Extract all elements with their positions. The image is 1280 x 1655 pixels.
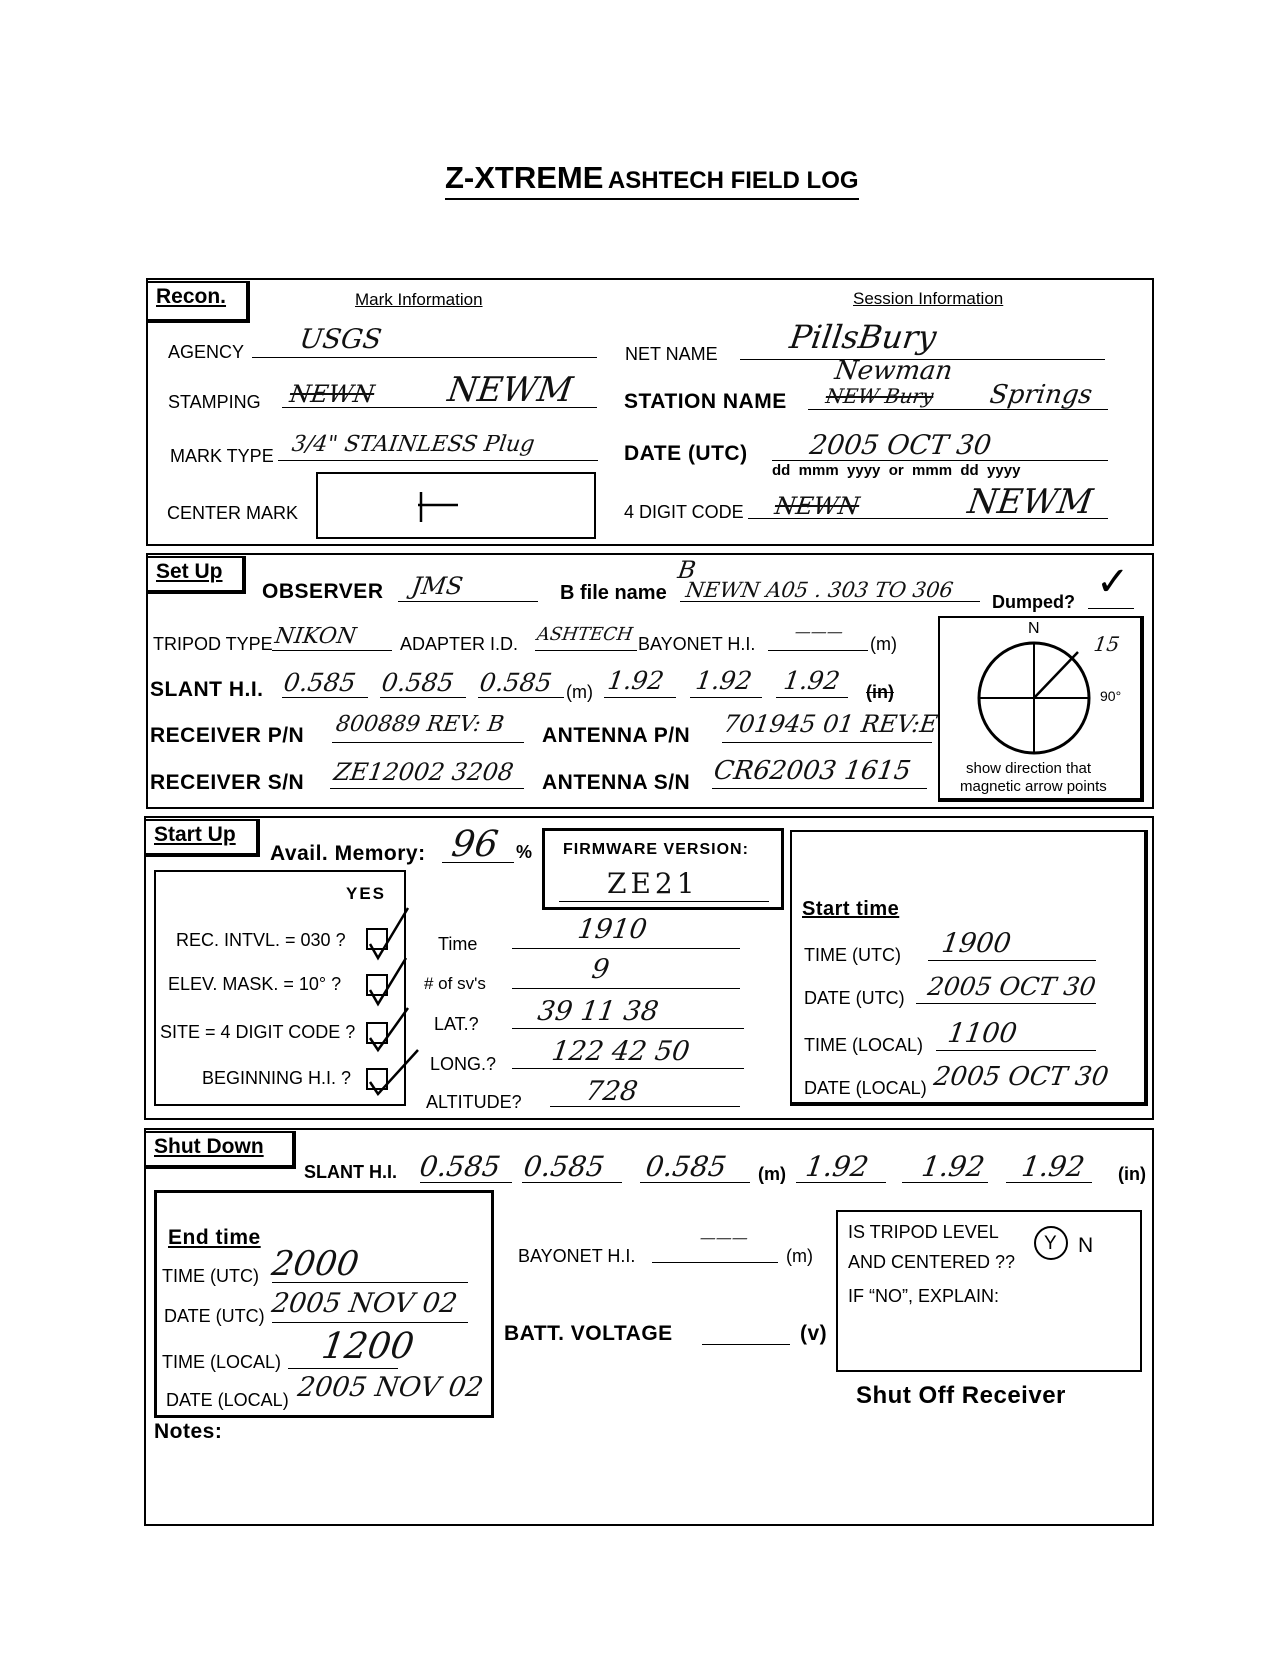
- check-label-4: BEGINNING H.I. ?: [202, 1068, 352, 1088]
- compass-caption-1: show direction that: [966, 760, 1092, 777]
- end-time-local-label: TIME (LOCAL): [162, 1352, 282, 1372]
- shutdown-tab: Shut Down: [144, 1131, 296, 1169]
- shutdown-bayonet-line: [652, 1262, 778, 1263]
- explain-label: IF “NO”, EXPLAIN:: [848, 1286, 1000, 1306]
- station-name-value[interactable]: Springs: [987, 380, 1095, 410]
- code-struck: NEWN: [773, 492, 862, 520]
- field-label-altitude: ALTITUDE?: [426, 1092, 522, 1112]
- start-time-local-label: TIME (LOCAL): [804, 1035, 924, 1055]
- shutdown-slant-in-2[interactable]: 1.92: [919, 1150, 987, 1183]
- antenna-sn-line: [712, 788, 927, 789]
- receiver-pn-label: RECEIVER P/N: [150, 724, 305, 747]
- bfile-label: B file name: [560, 582, 667, 604]
- setup-slant-m-1[interactable]: 0.585: [281, 668, 358, 697]
- batt-label: BATT. VOLTAGE: [504, 1322, 673, 1345]
- observer-line: [398, 601, 538, 602]
- mark-type-line: [278, 460, 598, 461]
- compass-hw-value: 15: [1092, 632, 1122, 656]
- compass-dial-icon: [940, 636, 1140, 766]
- field-line-long: [512, 1068, 744, 1069]
- code-value[interactable]: NEWM: [965, 482, 1096, 522]
- dumped-check[interactable]: ✓: [1096, 559, 1130, 605]
- title-rest: ASHTECH FIELD LOG: [607, 167, 859, 194]
- receiver-sn-value[interactable]: ZE12002 3208: [332, 758, 516, 786]
- shutdown-bayonet-label: BAYONET H.I.: [518, 1246, 636, 1266]
- shutdown-slant-m-3[interactable]: 0.585: [643, 1150, 729, 1183]
- antenna-sn-value[interactable]: CR62003 1615: [711, 756, 913, 786]
- field-label-long: LONG.?: [430, 1054, 497, 1074]
- field-value-altitude[interactable]: 728: [583, 1076, 640, 1107]
- agency-label: AGENCY: [168, 342, 245, 362]
- bayonet-label: BAYONET H.I.: [638, 634, 756, 654]
- observer-label: OBSERVER: [262, 580, 384, 603]
- compass-90-label: 90°: [1100, 688, 1122, 704]
- receiver-sn-label: RECEIVER S/N: [150, 771, 305, 794]
- yes-label: YES: [346, 884, 387, 903]
- stamping-struck: NEWN: [288, 380, 377, 408]
- end-time-local-line: [288, 1368, 398, 1369]
- receiver-pn-line: [332, 742, 524, 743]
- bfile-above: B: [676, 556, 698, 584]
- end-date-utc-label: DATE (UTC): [164, 1306, 265, 1326]
- setup-slant-in-unit: (in): [866, 682, 894, 702]
- level-question-1: IS TRIPOD LEVEL: [848, 1222, 999, 1242]
- start-date-utc-value[interactable]: 2005 OCT 30: [925, 972, 1098, 1001]
- adapter-line: [535, 650, 637, 651]
- end-time-local-value[interactable]: 1200: [319, 1326, 417, 1367]
- end-time-label: End time: [168, 1226, 261, 1249]
- shutdown-slant-in-1[interactable]: 1.92: [803, 1150, 871, 1183]
- start-time-utc-value[interactable]: 1900: [939, 928, 1013, 959]
- shut-off-receiver-label: Shut Off Receiver: [856, 1382, 1066, 1409]
- shutdown-slant-m-1[interactable]: 0.585: [417, 1150, 503, 1183]
- tripod-line: [272, 650, 392, 651]
- field-value-svs[interactable]: 9: [589, 954, 612, 985]
- shutdown-bayonet-value[interactable]: ———: [698, 1228, 750, 1247]
- receiver-pn-value[interactable]: 800889 REV: B: [334, 712, 506, 737]
- net-name-value[interactable]: PillsBury: [787, 318, 939, 356]
- adapter-value[interactable]: ASHTECH: [535, 624, 635, 645]
- compass-caption-2: magnetic arrow points: [960, 778, 1107, 795]
- compass-n-label: N: [1028, 620, 1040, 637]
- check-label-3: SITE = 4 DIGIT CODE ?: [160, 1022, 356, 1042]
- recon-tab: Recon.: [146, 281, 250, 323]
- compass-box: [938, 616, 1144, 802]
- date-utc-value[interactable]: 2005 OCT 30: [807, 430, 994, 461]
- tripod-label: TRIPOD TYPE: [153, 634, 273, 654]
- date-utc-label: DATE (UTC): [624, 442, 748, 465]
- memory-label: Avail. Memory:: [270, 842, 426, 865]
- agency-line: [252, 357, 597, 358]
- adapter-label: ADAPTER I.D.: [400, 634, 519, 654]
- slant-m-line-2: [380, 697, 466, 698]
- memory-value[interactable]: 96: [449, 824, 501, 865]
- shutdown-slant-label: SLANT H.I.: [304, 1162, 397, 1182]
- center-mark-box: [316, 472, 596, 539]
- date-format-hint: dd mmm yyyy or mmm dd yyyy: [772, 462, 1021, 479]
- end-date-utc-line: [272, 1322, 468, 1323]
- level-yes-circle[interactable]: [1034, 1226, 1068, 1260]
- setup-slant-m-2[interactable]: 0.585: [379, 668, 456, 697]
- bayonet-unit: (m): [870, 634, 897, 654]
- session-info-heading: Session Information: [853, 289, 1004, 308]
- start-time-local-value[interactable]: 1100: [945, 1018, 1019, 1049]
- field-label-time: Time: [438, 934, 478, 954]
- antenna-pn-line: [722, 742, 932, 743]
- field-value-lat[interactable]: 39 11 38: [535, 996, 661, 1027]
- start-date-utc-label: DATE (UTC): [804, 988, 905, 1008]
- center-mark-cross-icon: [318, 474, 594, 537]
- slant-label: SLANT H.I.: [150, 678, 264, 701]
- stamping-label: STAMPING: [168, 392, 261, 412]
- batt-unit: (v): [800, 1322, 828, 1345]
- center-mark-label: CENTER MARK: [167, 503, 299, 523]
- check-label-1: REC. INTVL. = 030 ?: [176, 930, 346, 950]
- shutdown-slant-m-unit: (m): [758, 1164, 786, 1184]
- bayonet-line: [768, 650, 868, 651]
- setup-slant-m-3[interactable]: 0.585: [477, 668, 554, 697]
- antenna-pn-value[interactable]: 701945 01 REV:E: [722, 710, 940, 738]
- firmware-value[interactable]: ZE21: [607, 867, 699, 900]
- dumped-label: Dumped?: [992, 592, 1075, 612]
- start-date-utc-line: [916, 1003, 1096, 1004]
- mark-info-heading: Mark Information: [355, 290, 483, 309]
- start-date-local-label: DATE (LOCAL): [804, 1078, 927, 1098]
- end-date-local-label: DATE (LOCAL): [166, 1390, 289, 1410]
- station-name-label: STATION NAME: [624, 390, 787, 413]
- field-line-svs: [512, 988, 740, 989]
- bayonet-value[interactable]: ———: [793, 622, 845, 641]
- slant-m-line-1: [282, 697, 368, 698]
- firmware-box: [542, 828, 784, 910]
- receiver-sn-line: [330, 788, 524, 789]
- setup-tab: Set Up: [146, 556, 246, 594]
- shutdown-slant-m-2[interactable]: 0.585: [521, 1150, 607, 1183]
- station-name-struck: NEW Bury: [824, 384, 936, 408]
- start-date-local-value[interactable]: 2005 OCT 30: [931, 1062, 1111, 1092]
- field-line-time: [512, 948, 740, 949]
- level-no-label[interactable]: N: [1078, 1234, 1094, 1257]
- net-name-label: NET NAME: [625, 344, 718, 364]
- field-line-altitude: [550, 1106, 740, 1107]
- notes-area[interactable]: [154, 1448, 1144, 1518]
- start-time-label: Start time: [802, 898, 900, 920]
- dumped-line: [1088, 608, 1134, 609]
- setup-slant-in-1[interactable]: 1.92: [605, 666, 666, 695]
- level-yes-label: Y: [1044, 1233, 1057, 1254]
- start-time-local-line: [936, 1050, 1096, 1051]
- slant-in-line-1: [604, 697, 676, 698]
- mark-type-label: MARK TYPE: [170, 446, 274, 466]
- setup-slant-m-unit: (m): [566, 682, 593, 702]
- setup-slant-in-2[interactable]: 1.92: [693, 666, 754, 695]
- title-brand: Z-XTREME: [445, 160, 604, 195]
- notes-label: Notes:: [154, 1420, 223, 1443]
- check-label-2: ELEV. MASK. = 10° ?: [168, 974, 342, 994]
- shutdown-slant-in-3[interactable]: 1.92: [1019, 1150, 1087, 1183]
- slant-in-line-3: [776, 697, 848, 698]
- antenna-sn-label: ANTENNA S/N: [542, 771, 691, 794]
- field-value-long[interactable]: 122 42 50: [549, 1036, 692, 1067]
- slant-in-line-2: [690, 697, 762, 698]
- station-name-above[interactable]: Newman: [832, 356, 955, 386]
- shutdown-slant-in-unit: (in): [1118, 1164, 1146, 1184]
- page-title: [445, 160, 859, 200]
- field-line-lat: [512, 1028, 744, 1029]
- field-label-lat: LAT.?: [434, 1014, 479, 1034]
- start-time-utc-line: [928, 960, 1096, 961]
- slant-m-line-3: [478, 697, 564, 698]
- code-label: 4 DIGIT CODE: [624, 502, 744, 522]
- observer-value[interactable]: JMS: [410, 572, 465, 600]
- firmware-line: [559, 901, 769, 902]
- agency-value[interactable]: USGS: [297, 324, 384, 355]
- memory-unit: %: [516, 842, 533, 862]
- shutdown-bayonet-unit: (m): [786, 1246, 813, 1266]
- field-value-time[interactable]: 1910: [575, 914, 649, 945]
- batt-line: [702, 1344, 790, 1345]
- stamping-value[interactable]: NEWM: [445, 370, 576, 410]
- mark-type-value[interactable]: 3/4" STAINLESS Plug: [290, 432, 537, 457]
- bfile-value[interactable]: NEWN A05 . 303 TO 306: [684, 578, 955, 602]
- startup-tab: Start Up: [144, 819, 260, 857]
- antenna-pn-label: ANTENNA P/N: [542, 724, 691, 747]
- end-date-utc-value[interactable]: 2005 NOV 02: [269, 1288, 460, 1319]
- start-time-utc-label: TIME (UTC): [804, 945, 901, 965]
- tripod-value[interactable]: NIKON: [273, 624, 358, 649]
- setup-slant-in-3[interactable]: 1.92: [781, 666, 842, 695]
- end-date-local-value[interactable]: 2005 NOV 02: [295, 1372, 486, 1403]
- end-time-utc-value[interactable]: 2000: [269, 1244, 362, 1284]
- level-question-2: AND CENTERED ??: [848, 1252, 1016, 1272]
- firmware-label: FIRMWARE VERSION:: [563, 841, 749, 858]
- end-time-utc-label: TIME (UTC): [162, 1266, 259, 1286]
- field-label-svs: # of sv's: [424, 974, 486, 993]
